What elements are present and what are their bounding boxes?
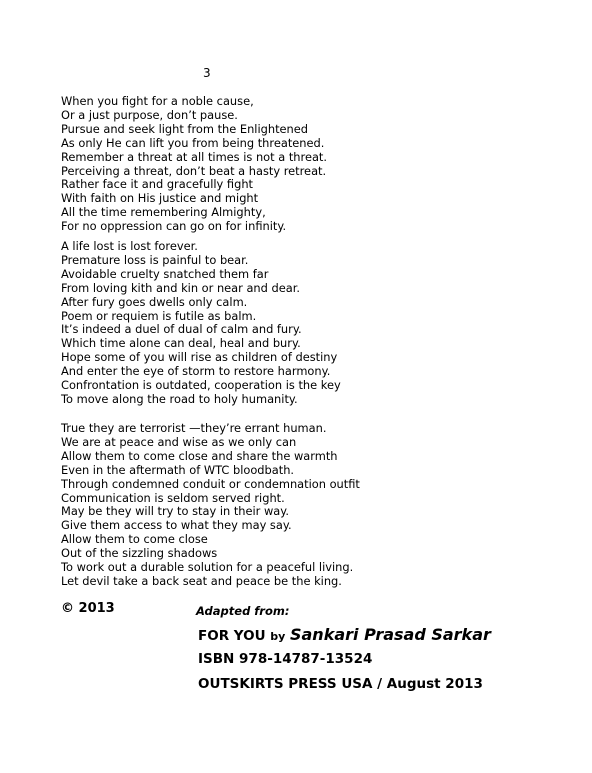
poem-line: True they are terrorist —they’re errant human. (61, 421, 327, 435)
poem-line: Perceiving a threat, don’t beat a hasty retreat. (61, 163, 327, 178)
poem-line: For no oppression can go on for infinity. (61, 219, 287, 234)
stanza-2 (61, 240, 341, 407)
poem-line: Out of the sizzling shadows (61, 546, 218, 561)
poem-line: When you fight for a noble cause, (61, 94, 254, 108)
poem-line: Avoidable cruelty snatched them far (61, 266, 269, 281)
poem-line: Rather face it and gracefully fight (61, 177, 253, 192)
publisher-info: OUTSKIRTS PRESS USA / August 2013 (198, 676, 483, 692)
isbn: ISBN 978-14787-13524 (198, 651, 373, 667)
stanza-1 (61, 95, 327, 234)
poem-line: Remember a threat at all times is not a threat. (61, 149, 328, 164)
poem-line: Allow them to come close (61, 532, 208, 547)
poem-line: We are at peace and wise as we only can (61, 434, 297, 449)
poem-line: Confrontation is outdated, cooperation is the key (61, 378, 341, 393)
page-number: 3 (203, 66, 211, 80)
poem-line: Or a just purpose, don’t pause. (61, 107, 238, 122)
poem-line: Hope some of you will rise as children of destiny (61, 350, 338, 365)
poem-line: To move along the road to holy humanity. (61, 391, 298, 406)
poem-line: All the time remembering Almighty, (61, 205, 266, 220)
adapted-from-label: Adapted from: (196, 604, 290, 618)
poem-line: It’s indeed a duel of dual of calm and fury. (61, 322, 302, 337)
poem-line: And enter the eye of storm to restore harmony. (61, 364, 331, 379)
poem-line: A life lost is lost forever. (61, 239, 198, 253)
poem-line: Which time alone can deal, heal and bury. (61, 336, 301, 351)
book-title: FOR YOU (198, 628, 266, 644)
poem-line: From loving kith and kin or near and dear. (61, 280, 300, 295)
poem-line: After fury goes dwells only calm. (61, 294, 248, 309)
poem-line: Poem or requiem is futile as balm. (61, 308, 257, 323)
poem-line: Allow them to come close and share the warmth (61, 448, 338, 463)
poem-line: As only He can lift you from being threatened. (61, 135, 325, 150)
poem-line: Give them access to what they may say. (61, 518, 292, 533)
stanza-3 (61, 422, 360, 589)
book-title-line (198, 624, 491, 648)
poem-line: May be they will try to stay in their way. (61, 504, 290, 519)
poem-line: To work out a durable solution for a peaceful living. (61, 560, 354, 575)
poem-line: Let devil take a back seat and peace be the king. (61, 573, 342, 588)
author-name: Sankari Prasad Sarkar (289, 625, 491, 644)
poem-line: Through condemned conduit or condemnation outfit (61, 476, 360, 491)
poem-line: With faith on His justice and might (61, 191, 259, 206)
poem-line: Premature loss is painful to bear. (61, 252, 249, 267)
copyright-notice: © 2013 (61, 601, 115, 616)
poem-line: Communication is seldom served right. (61, 490, 285, 505)
poem-line: Pursue and seek light from the Enlightened (61, 121, 309, 136)
poem-line: Even in the aftermath of WTC bloodbath. (61, 462, 295, 477)
by-label: by (270, 630, 286, 643)
